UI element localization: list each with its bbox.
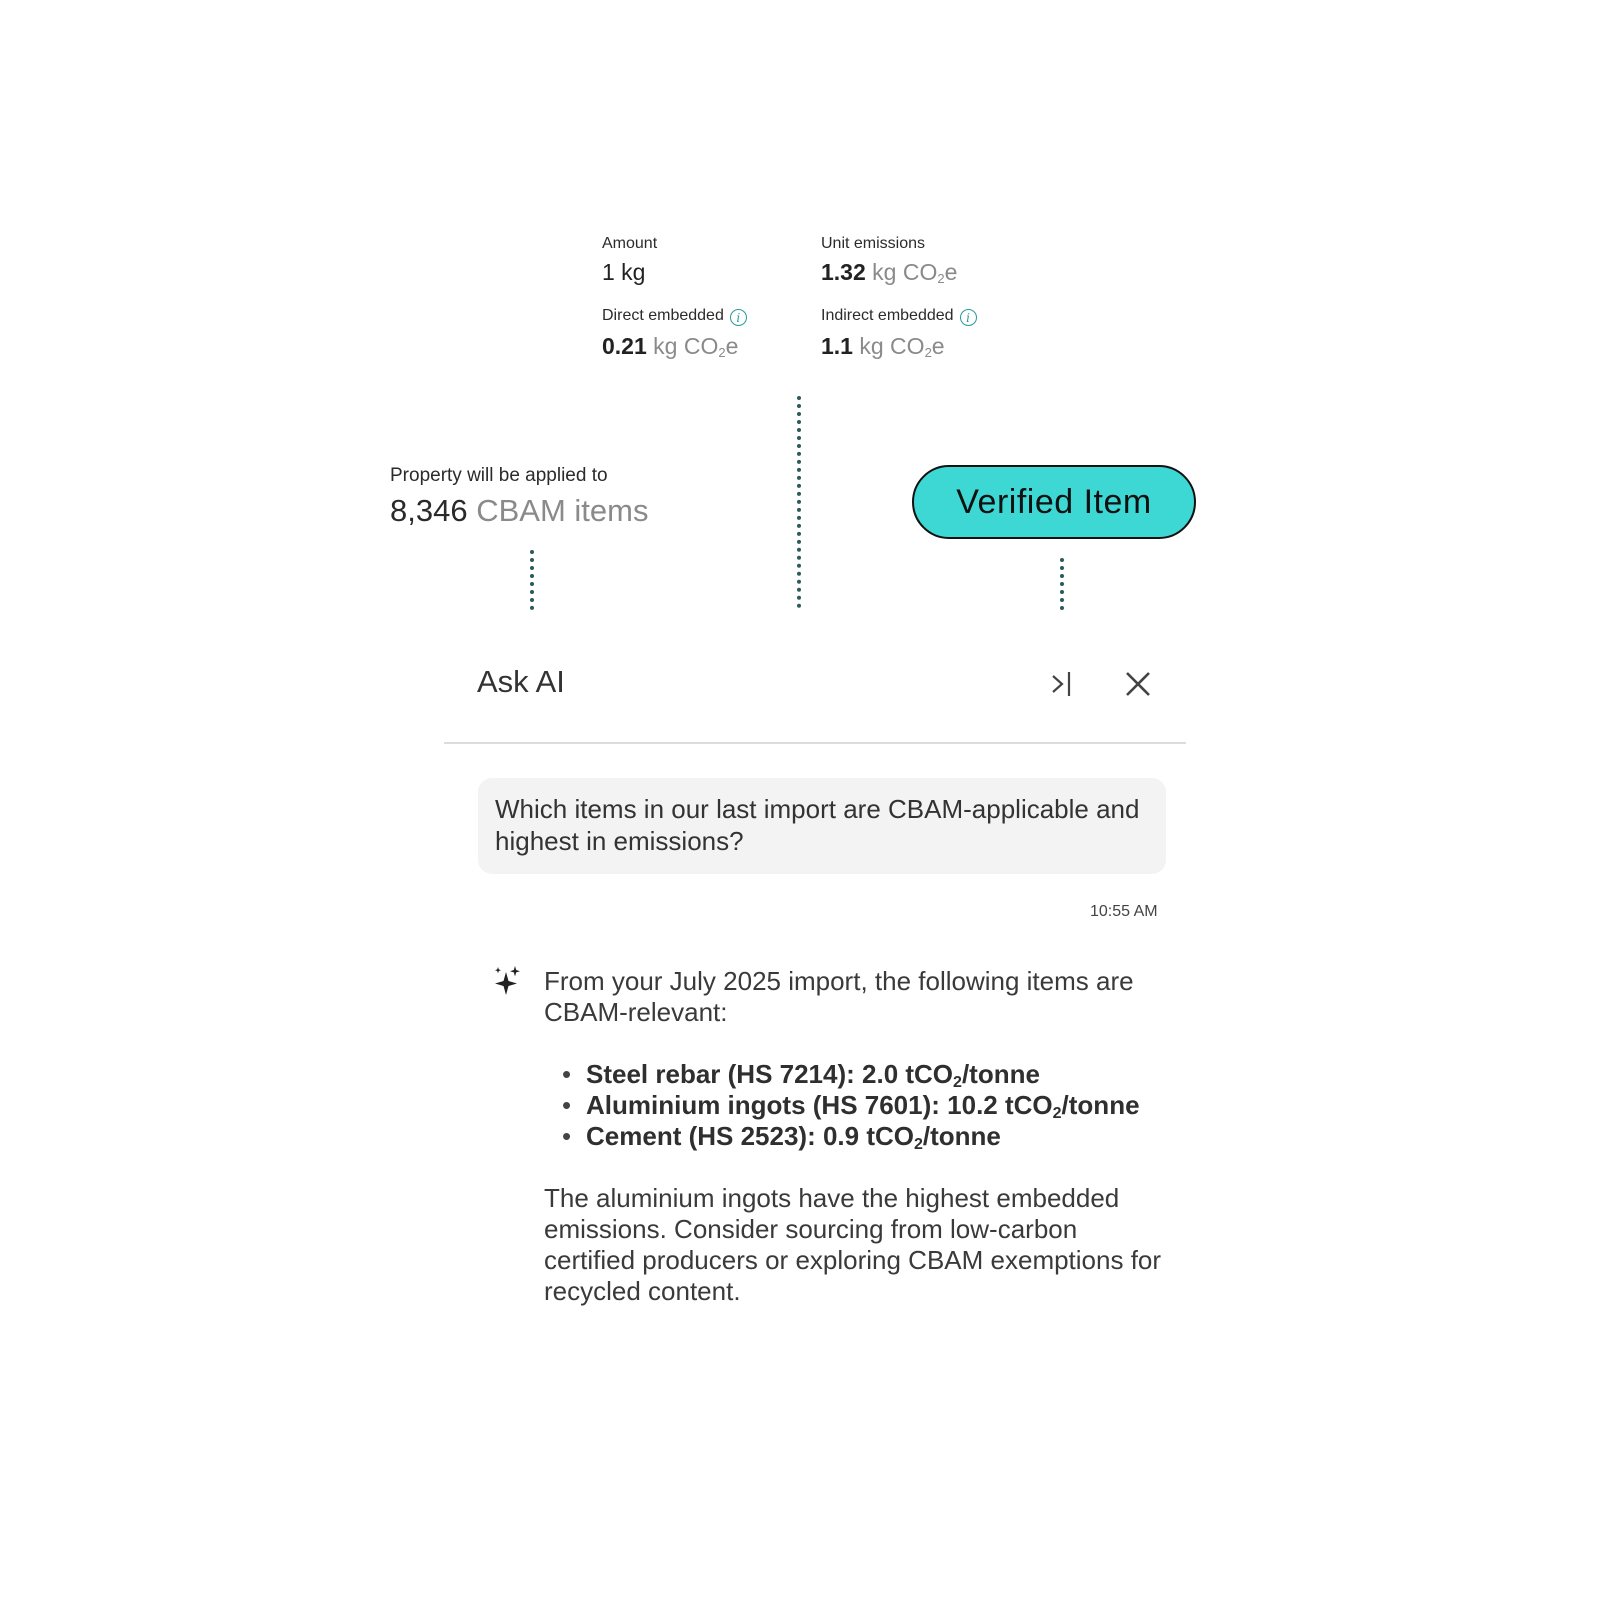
unit-emissions-number: 1.32 bbox=[821, 259, 866, 285]
collapse-panel-button[interactable] bbox=[1042, 664, 1082, 704]
close-panel-button[interactable] bbox=[1118, 664, 1158, 704]
indirect-embedded-value bbox=[821, 332, 945, 360]
sparkle-icon bbox=[492, 964, 524, 998]
ai-intro: From your July 2025 import, the following items are CBAM-relevant: bbox=[544, 966, 1134, 1027]
indirect-embedded-unit: kg $CO_2e$ bbox=[859, 333, 945, 360]
ai-conclusion: The aluminium ingots have the highest embedded emissions. Consider sourcing from low-carbon certified producers or exploring CBAM exemptions for recycled content. bbox=[544, 1183, 1162, 1306]
close-icon bbox=[1124, 670, 1152, 698]
list-item: • Cement (HS 2523): 0.9 tCO$_2$/tonne bbox=[586, 1121, 1164, 1152]
indirect-embedded-number: 1.1 bbox=[821, 333, 853, 359]
unit-emissions-unit: kg $CO_2e$ bbox=[872, 259, 958, 286]
property-value bbox=[390, 493, 648, 529]
verified-item-badge[interactable]: Verified Item bbox=[912, 465, 1196, 539]
user-message-bubble bbox=[478, 778, 1166, 874]
direct-embedded-value bbox=[602, 332, 738, 360]
direct-embedded-label: Direct embedded i bbox=[602, 306, 747, 326]
unit-emissions-value bbox=[821, 258, 957, 286]
unit-emissions-label: Unit emissions bbox=[821, 235, 926, 252]
amount-label: Amount bbox=[602, 235, 658, 252]
ask-ai-title: Ask AI bbox=[477, 664, 565, 699]
ai-avatar bbox=[492, 964, 524, 998]
panel-divider bbox=[444, 742, 1186, 744]
info-icon[interactable]: i bbox=[960, 309, 977, 326]
info-icon[interactable]: i bbox=[730, 309, 747, 326]
direct-embedded-number: 0.21 bbox=[602, 333, 647, 359]
connector-center bbox=[797, 396, 801, 608]
property-unit: CBAM items bbox=[476, 493, 649, 528]
amount-value: 1 kg bbox=[602, 259, 646, 285]
ai-item-list bbox=[544, 1059, 1164, 1152]
indirect-embedded-label: Indirect embedded i bbox=[821, 306, 977, 326]
user-message-text: Which items in our last import are CBAM-applicable and highest in emissions? bbox=[495, 794, 1140, 856]
property-label: Property will be applied to bbox=[390, 465, 608, 486]
list-item: • Steel rebar (HS 7214): 2.0 tCO$_2$/tonne bbox=[586, 1059, 1164, 1090]
list-item: • Aluminium ingots (HS 7601): 10.2 tCO$_2$/tonne bbox=[586, 1090, 1164, 1121]
direct-embedded-unit: kg $CO_2e$ bbox=[653, 333, 739, 360]
ai-response bbox=[544, 966, 1164, 1307]
message-timestamp: 10:55 AM bbox=[1090, 903, 1158, 920]
property-count: 8,346 bbox=[390, 493, 468, 528]
collapse-right-icon bbox=[1049, 669, 1075, 699]
connector-right bbox=[1060, 558, 1064, 610]
metrics-panel bbox=[602, 234, 1022, 364]
connector-left bbox=[530, 550, 534, 610]
